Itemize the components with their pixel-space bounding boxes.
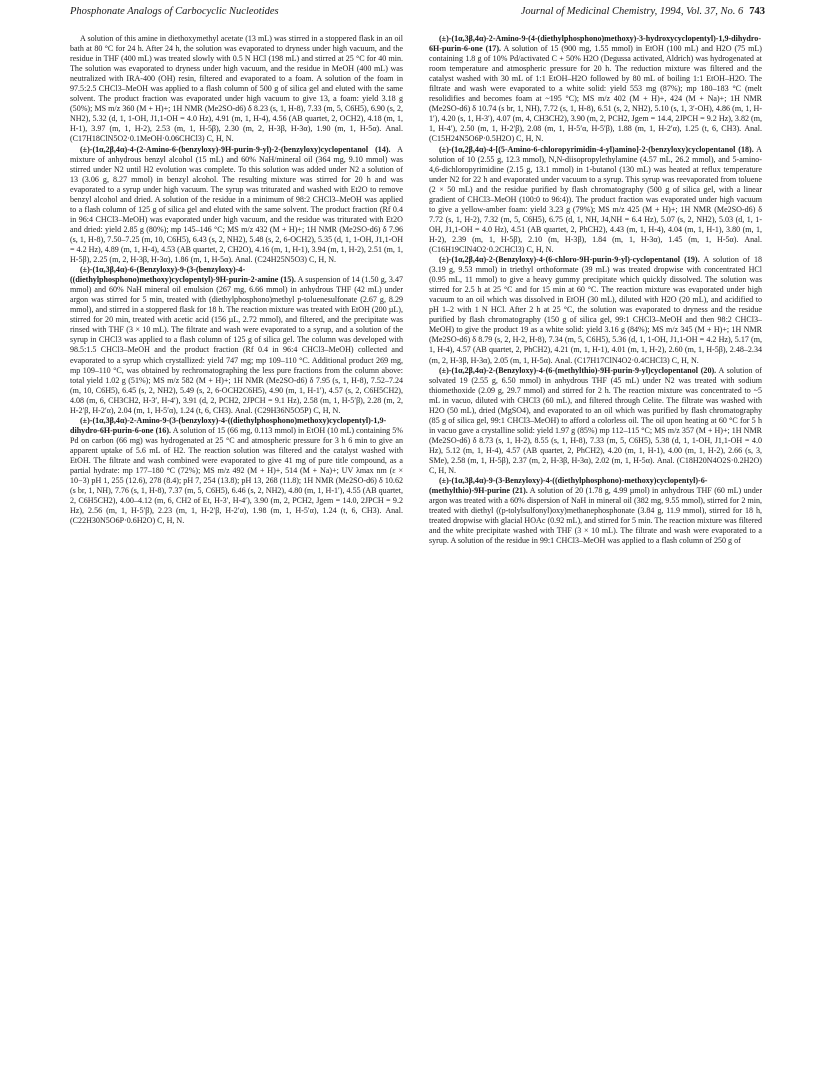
compound-paragraph	[429, 34, 762, 145]
paragraph-text: A solution of this amine in diethoxymethyl acetate (13 mL) was stirred in a stoppered flask in an oil bath at 80 °C for 24 h. After 24 h, the solution was evaporated to dryness under high vacuum, and the residue in THF (400 mL) was treated slowly with 0.5 N HCl (198 mL) and stirred at 25 °C for 40 min. The solution was evaporated to dryness under high vacuum, and the residue in MeOH (400 mL) was neutralized with IRA-400 (OH) resin, filtered and evaporated to a foam. A solution of the foam in 97.5:2.5 CHCl3–MeOH was applied to a flash column of 500 g of silica gel and eluted with the same solvent. The product fraction was evaporated under high vacuum to give 13, a foam: yield 3.18 g (50%); MS m/z 360 (M + H)+; 1H NMR (Me2SO-d6) δ 8.23 (s, 1, H-8), 7.33 (m, 5, C6H5), 6.90 (s, 2, NH2), 5.32 (d, 1, 1-OH, J1,1-OH = 4.0 Hz), 4.91 (m, 1, H-4), 4.56 (AB quartet, 2, OCH2), 4.18 (m, 1, H-1), 3.97 (m, 1, H-2), 2.53 (m, 1, H-5β), 2.30 (m, 2, H-3β, H-3α), 1.90 (m, 1, H-5α). Anal. (C17H18ClN5O2·0.1MeOH·0.06CHCl3) C, H, N.	[70, 34, 403, 144]
compound-paragraph	[70, 265, 403, 416]
page-number: 743	[749, 6, 765, 17]
header-right-group	[521, 6, 765, 17]
compound-paragraph	[429, 255, 762, 366]
paragraph-text: A solution of 10 (2.55 g, 12.3 mmol), N,N-diisopropylethylamine (4.57 mL, 26.2 mmol), and 5-amino-4,6-dichloropyrimidine (2.15 g, 13.1 mmol) in 1-butanol (130 mL) was heated at reflux temperature under N2 for 22 h and evaporated under vacuum to a syrup. This syrup was reevaporated from toluene (2 × 50 mL) and the residue purified by flash chromatography (500 g of silica gel, with a linear gradient of CHCl3–MeOH (100:0 to 96:4)). The product fraction was evaporated under high vacuum to give a yellow-amber foam: yield 3.23 g (79%); MS m/z 425 (M + H)+; 1H NMR (Me2SO-d6) δ 7.72 (s, 1, H-2), 7.32 (m, 5, C6H5), 6.75 (d, 1, NH, J4,NH = 6.4 Hz), 5.07 (s, 2, NH2), 5.03 (d, 1, 1-OH, J1,1-OH = 4.0 Hz), 4.51 (AB quartet, 2, PhCH2), 4.43 (m, 1, H-4), 4.04 (m, 1, H-1), 3.80 (m, 1, H-2), 2.39 (m, 1, H-5β), 2.10 (m, H-3β), 1.84 (m, 1, H-3α), 1.45 (m, 1, H-5α). Anal. (C16H19ClN4O2·0.2CHCl3) C, H, N.	[429, 144, 762, 254]
compound-title: (±)-(1α,2β,4α)-2-(Benzyloxy)-4-(6-(methylthio)-9H-purin-9-yl)cyclopentanol (20).	[439, 365, 717, 375]
paragraph-text: A solution of solvated 19 (2.55 g, 6.50 mmol) in anhydrous THF (45 mL) under N2 was treated with sodium thiomethoxide (2.09 g, 29.7 mmol) and stirred for 2 h. The reaction mixture was concentrated to ~5 mL in vacuo, diluted with CHCl3 (60 mL), and filtered through Celite. The filtrate was washed with H2O (50 mL), dried (MgSO4), and evaporated to an oil which was purified by flash chromatography (85 g of silica gel, 99:1 CHCl3–MeOH) to afford a colorless oil. The oil upon heating at 60 °C for 5 h in vacuo gave a crystalline solid: yield 1.97 g (85%) mp 112–115 °C; MS m/z 357 (M + H)+; 1H NMR (Me2SO-d6) δ 8.73 (s, 1, H-2), 8.55 (s, 1, H-8), 7.33 (m, 5, C6H5), 5.38 (d, 1, 1-OH, J1,1-OH = 4.0 Hz), 5.12 (m, 1, H-4), 4.57 (AB quartet, 2, PhCH2), 4.20 (m, 1, H-1), 4.00 (m, 1, H-2), 2.66 (s, 3, SMe), 2.58 (m, 1, H-5β), 2.37 (m, 2, H-3β, H-3α), 2.02 (m, 1, H-5α). Anal. (C18H20N4O2S·0.2H2O) C, H, N.	[429, 365, 762, 476]
compound-paragraph	[70, 416, 403, 527]
paragraph-text: A solution of 20 (1.78 g, 4.99 µmol) in anhydrous THF (60 mL) under argon was treated with a 60% dispersion of NaH in mineral oil (382 mg, 9.55 mmol), stirred for 2 min, treated with diethyl ((p-tolylsulfonyl)oxy)methanephosphonate (3.84 g, 11.9 mmol), stirred for 18 h, treated dropwise with glacial HOAc (0.92 mL), and stirred for 5 min. The reaction mixture was filtered and the white precipitate washed with THF (3 × 10 mL). The filtrate and wash were evaporated to a syrup. A solution of the residue in 99:1 CHCl3–MeOH was applied to a flash column of 250 g of	[429, 486, 762, 546]
paragraph-text: A solution of 15 (900 mg, 1.55 mmol) in EtOH (100 mL) and H2O (75 mL) containing 1.8 g of 10% Pd/activated C + 50% H2O (Degussa activated, Aldrich) was hydrogenated at room temperature and atmospheric pressure for 20 h. The reduction mixture was filtered and the catalyst washed with 30 mL of 1:1 EtOH–H2O followed by 80 mL of boiling 1:1 EtOH–H2O. The filtrate and wash were evaporated to a white solid: yield 553 mg (87%); mp 180–183 °C (melt resolidifies and becomes foam at ~195 °C); MS m/z 402 (M + H)+, 424 (M + Na)+; 1H NMR (Me2SO-d6) δ 10.74 (s br, 1, NH), 7.72 (s, 1, H-8), 6.51 (s, 2, NH2), 5.10 (s, 1, 3′-OH), 4.86 (m, 1, H-1′), 4.20 (s, 1, H-3′), 4.07 (m, 4, CH3CH2), 3.90 (m, 2, PCH2, Jgem = 14.4, 2JPCH = 9.2 Hz), 3.82 (m, 1, H-4′), 2.50 (m, 1, H-2′β), 2.08 (m, 1, H-5′α, H-5′β), 1.88 (m, 1, H-2′α), 1.25 (t, 6, CH3). Anal. (C15H24N5O6P·0.5H2O) C, H, N.	[429, 44, 762, 144]
compound-title: (±)-(1α,3β,4α)-2-Amino-9-(4-(diethylphosphono)methoxy)-3-hydroxycyclopentyl)-1,9-dihydro-6H-purin-6-one (17).	[429, 34, 761, 54]
compound-paragraph	[429, 366, 762, 477]
paragraph-text: A solution of 18 (3.19 g, 9.53 mmol) in triethyl orthoformate (39 mL) was treated dropwise with concentrated HCl (0.95 mL, 11 mmol) to give a heavy gummy precipitate which quickly dissolved. The solution was stirred for 2.5 h at 25 °C and for 15 min at 60 °C. The reaction mixture was evaporated under high vacuum to an oil which was dissolved in EtOH (30 mL), diluted with H2O (20 mL), and acidified to pH 1–2 with 1 N HCl. After 2 h at 25 °C, the solution was evaporated to dryness and the residue purified by flash chromatography (150 g of silica gel, 99:1 CHCl3–MeOH and then 98:2 CHCl3–MeOH) to give the product 19 as a white solid: yield 3.16 g (84%); MS m/z 345 (M + H)+; 1H NMR (Me2SO-d6) δ 8.79 (s, 2, H-2, H-8), 7.34 (m, 5, C6H5), 5.36 (d, 1, 1-OH, J1,1-OH = 4.2 Hz), 5.17 (m, 1, H-4), 4.57 (AB quartet, 2, PhCH2), 4.21 (m, 1, H-1), 4.01 (m, 1, H-2), 2.60 (m, 1, H-5β), 2.48–2.34 (m, 2, H-3β, H-3α), 2.05 (m, 1, H-5α). Anal. (C17H17ClN4O2·0.4CHCl3) C, H, N.	[429, 255, 762, 365]
compound-title: (±)-(1α,3β,4α)-9-(3-Benzyloxy)-4-((diethylphosphono)-methoxy)cyclopentyl)-6-(methylthio)-9H-purine (21).	[429, 476, 708, 496]
paragraph-text: A mixture of anhydrous benzyl alcohol (15 mL) and 60% NaH/mineral oil (364 mg, 9.10 mmol) was stirred under N2 until H2 evolution was complete. To this solution was added under N2 a solution of 13 (3.06 g, 8.27 mmol) in benzyl alcohol. The resulting mixture was stirred for 20 h and was evaporated to a syrup under high vacuum. The syrup was triturated and washed with Et2O to remove benzyl alcohol and dried. A solution of the residue in a minimum of 98:2 CHCl3–MeOH was applied to a flash column of 125 g of silica gel and eluted with the same solvent. The product fraction (Rf 0.4 in 96:4 CHCl3–MeOH) was evaporated under high vacuum, and the residue was triturated with Et2O and dried: yield 2.85 g (80%); mp 145–146 °C; MS m/z 432 (M + H)+; 1H NMR (Me2SO-d6) δ 7.96 (s, 1, H-8), 7.50–7.25 (m, 10, C6H5), 6.43 (s, 2, NH2), 5.48 (s, 2, 6-OCH2), 5.35 (d, 1, 1-OH, J1,1-OH = 4.2 Hz), 4.89 (m, 1, H-4), 4.53 (AB quartet, 2, CH2O), 4.16 (m, 1, H-1), 3.94 (m, 1, H-2), 2.51 (m, 1, H-5β), 2.25 (m, 2, H-3β, H-3α), 1.86 (m, 1, H-5α). Anal. (C24H25N5O3) C, H, N.	[70, 144, 403, 265]
compound-title: (±)-(1α,3β,4α)-6-(Benzyloxy)-9-(3-(benzyloxy)-4-((diethylphosphono)methoxy)cyclopentyl)-9H-purin-2-amine (15).	[70, 265, 296, 285]
text-paragraph	[70, 34, 403, 145]
journal-citation: Journal of Medicinal Chemistry, 1994, Vol. 37, No. 6	[520, 6, 744, 17]
compound-paragraph	[429, 145, 762, 256]
compound-title: (±)-(1α,2β,4α)-2-(Benzyloxy)-4-(6-chloro-9H-purin-9-yl)-cyclopentanol (19).	[439, 255, 700, 265]
compound-paragraph	[429, 476, 762, 546]
compound-paragraph	[70, 145, 403, 266]
compound-title: (±)-(1α,2β,4α)-4-(2-Amino-6-(benzyloxy)-9H-purin-9-yl)-2-(benzyloxy)cyclopentanol (14).	[80, 144, 391, 154]
left-column	[70, 34, 403, 1059]
header-left-title: Phosphonate Analogs of Carbocyclic Nucleotides	[70, 6, 279, 17]
paragraph-text: A solution of 15 (66 mg, 0.113 mmol) in EtOH (10 mL) containing 5% Pd on carbon (66 mg) was hydrogenated at 25 °C and atmospheric pressure for 3 h 6 min to give an apparent uptake of 5.6 mL of H2. The reaction solution was filtered and the catalyst washed with EtOH. The filtrate and wash combined were evaporated to give 41 mg of pure title compound, as a partial hydrate: mp 177–180 °C (72%); MS m/z 492 (M + H)+, 514 (M + Na)+; UV λmax nm (ε × 10−3) pH 1, 255 (12.6), 278 (8.4); pH 7, 254 (13.8); pH 13, 268 (11.8); 1H NMR (Me2SO-d6) δ 10.62 (s br, 1, NH), 7.76 (s, 1, H-8), 7.37 (m, 5, C6H5), 6.46 (s, 2, NH2), 4.80 (m, 1, H-1′), 4.55 (AB quartet, 2, C6H5CH2), 4.00–4.12 (m, 6, CH2 of Et, H-3′, H-4′), 3.90 (m, 2, PCH2, Jgem = 14.0, 2JPCH = 9.2 Hz), 2.56 (m, 1, H-5′β), 2.23 (m, 1, H-2′β, H-2′α), 1.98 (m, 1, H-5′α), 1.24 (t, 6, CH3). Anal. (C22H30N5O6P·0.6H2O) C, H, N.	[70, 425, 403, 526]
compound-title: (±)-(1α,3β,4α)-2-Amino-9-(3-(benzyloxy)-4-((diethylphosphono)methoxy)cyclopentyl)-1,9-dihydro-6H-purin-6-one (16).	[70, 415, 387, 435]
right-column	[429, 34, 762, 1059]
paragraph-text: A suspension of 14 (1.50 g, 3.47 mmol) and 60% NaH mineral oil emulsion (267 mg, 6.66 mmol) in anhydrous THF (42 mL) under argon was stirred for 5 min, treated with (diethylphosphono)methyl p-toluenesulfonate (2.67 g, 8.29 mmol), and stirred in a stoppered flask for 18 h. The reaction mixture was treated with EtOH (200 µL), stirred for 20 min, treated with acetic acid (156 µL, 2.72 mmol), and filtered, and the precipitate was rinsed with THF (3 × 10 mL). The filtrate and wash were evaporated to a syrup, and a solution of the syrup in CHCl3 was applied to a flash column of 125 g of silica gel. The column was developed with 98.5:1.5 CHCl3–MeOH and the product fraction (Rf 0.4 in 96:4 CHCl3–MeOH) collected and evaporated to a syrup which crystallized: yield 747 mg; mp 109–110 °C. Additional product 269 mg, mp 109–110 °C, was obtained by rechromatographing the less pure fractions from the column above: total yield 1.02 g (51%); MS m/z 582 (M + H)+; 1H NMR (Me2SO-d6) δ 7.95 (s, 1, H-8), 7.52–7.24 (m, 10, C6H5), 6.45 (s, 2, NH2), 5.49 (s, 2, 6-OCH2C6H5), 4.90 (m, 1, H-1′), 4.57 (s, 2, C6H5CH2), 4.08 (m, 6, CH3CH2, H-3′, H-4′), 3.91 (d, 2, PCH2, 2JPCH = 9.1 Hz), 2.58 (m, 1, H-5′β), 2.28 (m, 2, H-2′β, H-2′α), 2.04 (m, 1, H-5′α), 1.24 (t, 6, CH3). Anal. (C29H36N5O5P) C, H, N.	[70, 275, 403, 415]
compound-title: (±)-(1α,2β,4α)-4-[(5-Amino-6-chloropyrimidin-4-yl)amino]-2-(benzyloxy)cyclopentanol (18).	[439, 144, 754, 154]
running-header	[70, 6, 765, 22]
